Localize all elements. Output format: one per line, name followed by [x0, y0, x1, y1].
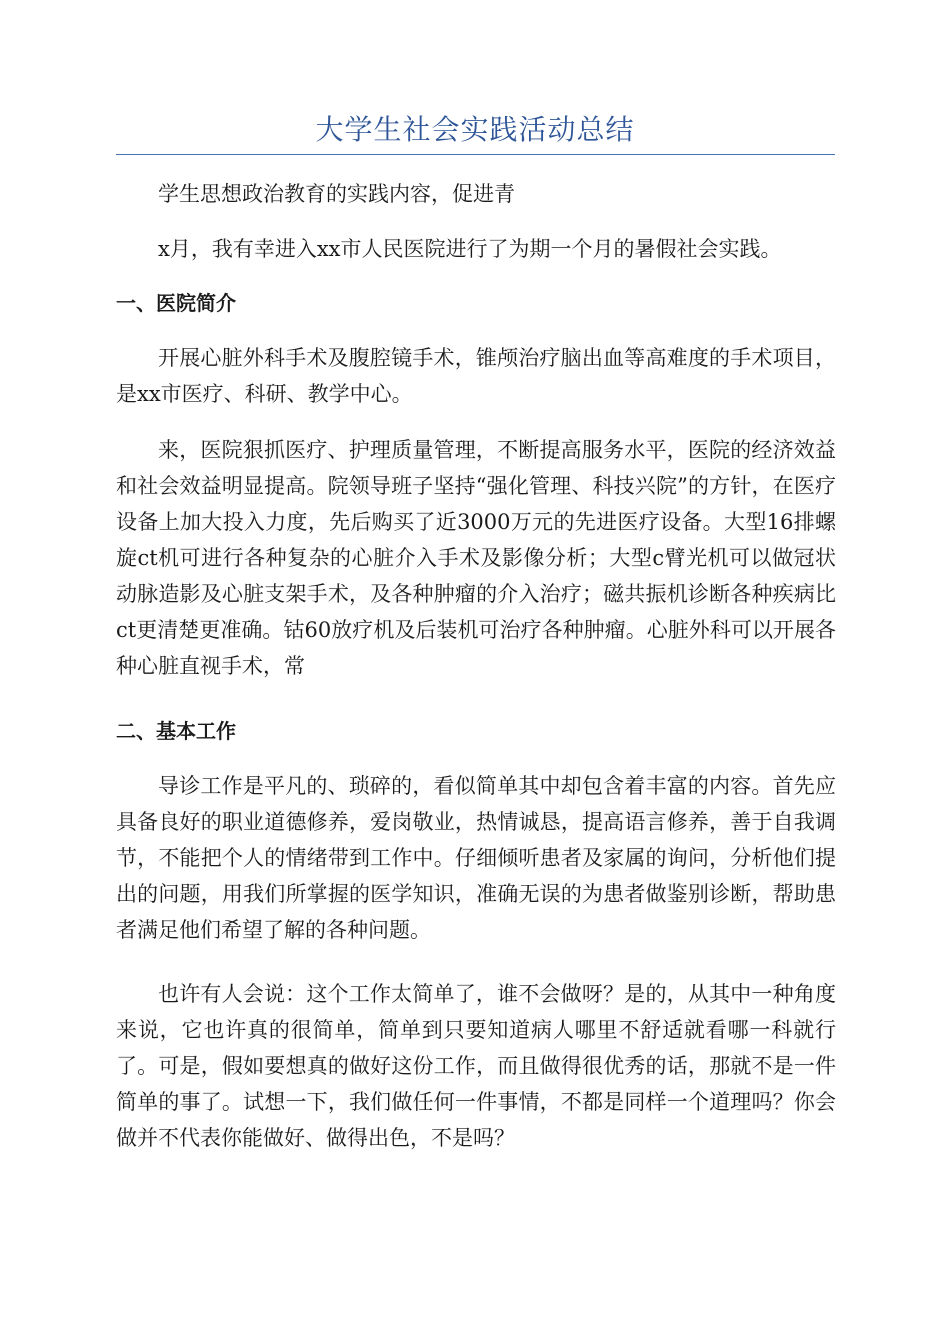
section-heading-hospital-intro: 一、医院简介: [116, 291, 236, 315]
section-2-paragraph-2: 也许有人会说：这个工作太简单了，谁不会做呀？是的，从其中一种角度来说，它也许真的很简单，简单到只要知道病人哪里不舒适就看哪一科就行了。可是，假如要想真的做好这份工作，而且做得很优秀的话，那就不是一件简单的事了。试想一下，我们做任何一件事情，不都是同样一个道理吗？你会做并不代表你能做好、做得出色，不是吗？: [116, 982, 836, 1150]
section-heading-basic-work: 二、基本工作: [116, 719, 236, 743]
intro-paragraph-2: x月，我有幸进入xx市人民医院进行了为期一个月的暑假社会实践。: [158, 237, 782, 261]
section-2-paragraph-1: 导诊工作是平凡的、琐碎的，看似简单其中却包含着丰富的内容。首先应具备良好的职业道德修养，爱岗敬业，热情诚恳，提高语言修养，善于自我调节，不能把个人的情绪带到工作中。仔细倾听患者及家属的询问，分析他们提出的问题，用我们所掌握的医学知识，准确无误的为患者做鉴别诊断，帮助患者满足他们希望了解的各种问题。: [116, 774, 836, 942]
section-1-paragraph-2: 来，医院狠抓医疗、护理质量管理，不断提高服务水平，医院的经济效益和社会效益明显提高。院领导班子坚持“强化管理、科技兴院”的方针，在医疗设备上加大投入力度，先后购买了近3000万元的先进医疗设备。大型16排螺旋ct机可进行各种复杂的心脏介入手术及影像分析；大型c臂光机可以做冠状动脉造影及心脏支架手术，及各种肿瘤的介入治疗；磁共振机诊断各种疾病比ct更清楚更准确。钴60放疗机及后装机可治疗各种肿瘤。心脏外科可以开展各种心脏直视手术，常: [116, 438, 836, 678]
intro-paragraph-1: 学生思想政治教育的实践内容，促进青: [158, 182, 515, 206]
document-title: 大学生社会实践活动总结: [315, 113, 635, 146]
section-1-paragraph-1: 开展心脏外科手术及腹腔镜手术，锥颅治疗脑出血等高难度的手术项目，是xx市医疗、科研、教学中心。: [116, 346, 836, 406]
title-underline: [116, 154, 835, 155]
